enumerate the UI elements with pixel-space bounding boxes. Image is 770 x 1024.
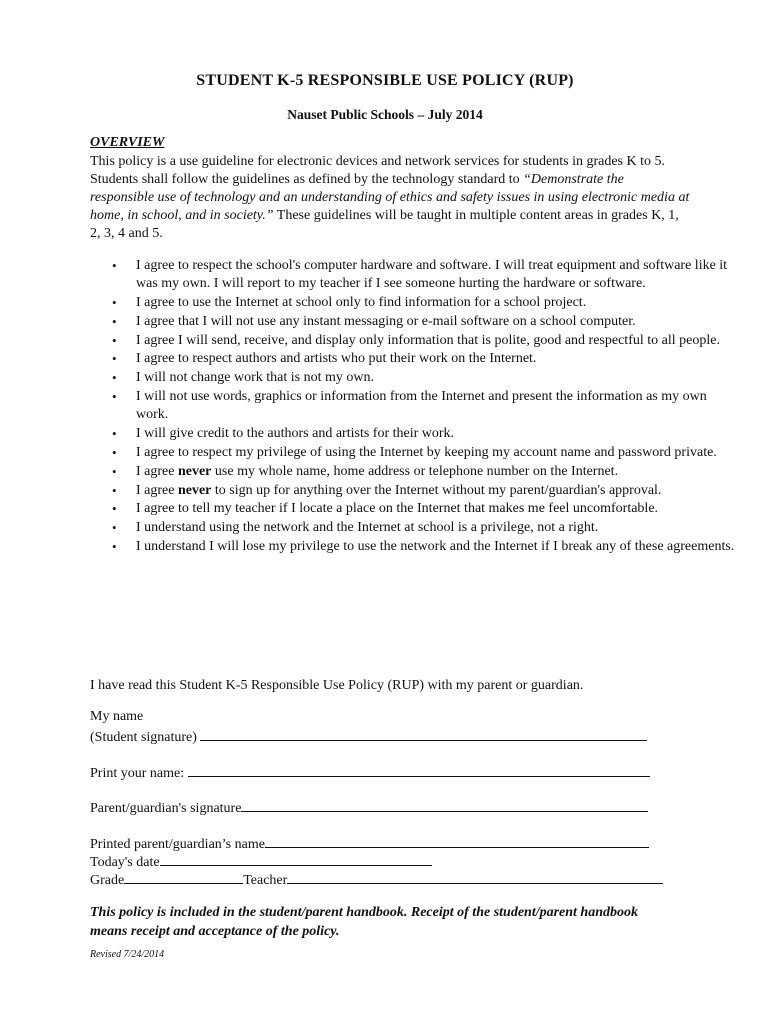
bullet-icon: • xyxy=(112,313,117,329)
print-name-label: Print your name: xyxy=(90,766,188,781)
list-item xyxy=(112,519,736,537)
overview-quote: “Demonstrate the responsible use of technology and an understanding of ethics and safety issues in using electronic media at home, in school, and in society.” xyxy=(90,172,690,223)
teacher-label: Teacher xyxy=(243,873,288,888)
print-name-row xyxy=(90,762,650,783)
student-signature-label: (Student signature) xyxy=(90,730,201,745)
bullet-icon: • xyxy=(112,482,117,498)
bullet-icon: • xyxy=(112,444,117,460)
todays-date-label: Today's date xyxy=(90,855,160,870)
printed-parent-name-label: Printed parent/guardian’s name xyxy=(90,837,265,852)
bullet-icon: • xyxy=(112,538,117,554)
list-item xyxy=(112,482,736,500)
rule-text: I will not change work that is not my own. xyxy=(136,370,374,386)
rule-text: I understand using the network and the Internet at school is a privilege, not a right. xyxy=(136,520,599,536)
rule-emphasis: never xyxy=(177,463,212,479)
my-name-label: My name xyxy=(90,709,144,724)
rule-text: I agree to respect my privilege of using the Internet by keeping my account name and password private. xyxy=(136,444,717,460)
overview-text-1: This policy is a use guideline for electronic devices and network services for students in grades K to 5. Students shall follow the guidelines as defined by the technology standard to xyxy=(90,154,666,187)
read-statement: I have read this Student K-5 Responsible Use Policy (RUP) with my parent or guardian. xyxy=(90,678,584,693)
teacher-field[interactable] xyxy=(287,869,663,884)
list-item xyxy=(112,332,736,350)
rule-text: I agree I will send, receive, and display only information that is polite, good and respectful to all people. xyxy=(136,332,720,348)
rules-list xyxy=(90,257,736,557)
list-item xyxy=(112,444,736,462)
parent-signature-row xyxy=(90,797,648,818)
bullet-icon: • xyxy=(112,426,117,442)
print-name-field[interactable] xyxy=(188,762,650,777)
list-item xyxy=(112,388,736,425)
rule-text: I will not use words, graphics or information from the Internet and present the information as my own work. xyxy=(136,389,707,423)
bullet-icon: • xyxy=(112,389,117,405)
parent-signature-field[interactable] xyxy=(241,797,648,812)
bullet-icon: • xyxy=(112,295,117,311)
parent-signature-label: Parent/guardian's signature xyxy=(90,801,242,816)
bullet-icon: • xyxy=(112,370,117,386)
overview-heading: OVERVIEW xyxy=(90,135,165,150)
printed-parent-name-field[interactable] xyxy=(265,833,649,848)
rule-text: I understand I will lose my privilege to use the network and the Internet if I break any of these agreements. xyxy=(136,538,735,554)
bullet-icon: • xyxy=(112,351,117,367)
rule-text-post: use my whole name, home address or telephone number on the Internet. xyxy=(211,463,619,479)
bullet-icon: • xyxy=(112,332,117,348)
rule-text: I agree that I will not use any instant messaging or e-mail software on a school computer. xyxy=(136,313,636,329)
overview-paragraph xyxy=(90,153,690,243)
rule-text-pre: I agree xyxy=(136,463,178,479)
grade-label: Grade xyxy=(90,873,125,888)
list-item xyxy=(112,538,736,556)
student-signature-field[interactable] xyxy=(200,726,647,741)
list-item xyxy=(112,313,736,331)
rule-text: I agree to respect the school's computer hardware and software. I will treat equipment and software like it was my own. I will report to my teacher if I see someone hurting the hardware or software. xyxy=(136,258,728,292)
rule-text-post: to sign up for anything over the Internet without my parent/guardian's approval. xyxy=(211,482,662,498)
list-item xyxy=(112,369,736,387)
list-item xyxy=(112,500,736,518)
rule-text-pre: I agree xyxy=(136,482,178,498)
rule-text: I will give credit to the authors and artists for their work. xyxy=(136,426,455,442)
handbook-note: This policy is included in the student/parent handbook. Receipt of the student/parent handbook means receipt and acceptance of the policy. xyxy=(90,905,639,939)
list-item xyxy=(112,294,736,312)
bullet-icon: • xyxy=(112,258,117,273)
page-title: STUDENT K-5 RESPONSIBLE USE POLICY (RUP) xyxy=(196,72,574,89)
list-item xyxy=(112,463,736,481)
rule-emphasis: never xyxy=(177,482,212,498)
page-subtitle: Nauset Public Schools – July 2014 xyxy=(287,107,483,122)
todays-date-field[interactable] xyxy=(160,851,432,866)
bullet-icon: • xyxy=(112,463,117,479)
bullet-icon: • xyxy=(112,501,117,517)
list-item xyxy=(112,257,736,294)
revised-date: Revised 7/24/2014 xyxy=(90,949,165,960)
student-signature-row xyxy=(90,726,647,747)
list-item xyxy=(112,350,736,368)
rule-text: I agree to tell my teacher if I locate a place on the Internet that makes me feel uncomfortable. xyxy=(136,501,659,517)
rule-text: I agree to respect authors and artists who put their work on the Internet. xyxy=(136,351,537,367)
bullet-icon: • xyxy=(112,520,117,536)
list-item xyxy=(112,425,736,443)
grade-teacher-row xyxy=(90,869,663,890)
rule-text: I agree to use the Internet at school only to find information for a school project. xyxy=(136,295,587,311)
grade-field[interactable] xyxy=(124,869,243,884)
overview-text-2: These guidelines will be taught in multiple content areas in grades K, 1, 2, 3, 4 and 5. xyxy=(90,208,679,241)
